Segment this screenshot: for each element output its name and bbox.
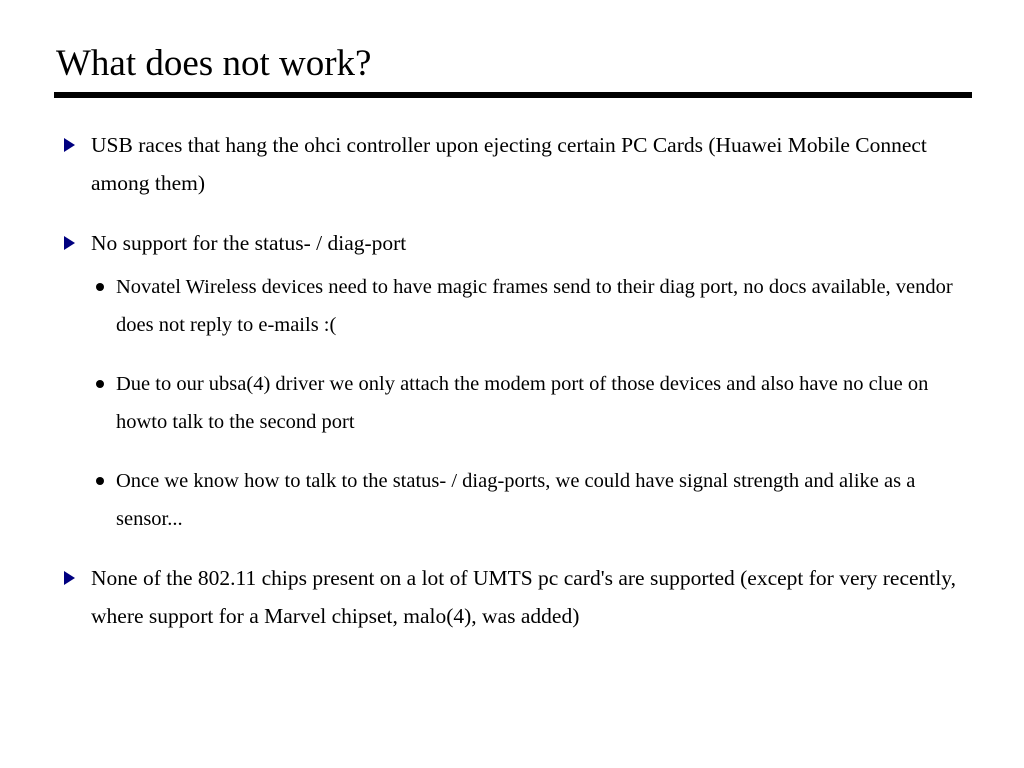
page-title: What does not work? [56, 43, 372, 84]
triangle-bullet-icon [64, 571, 75, 585]
list-item-text: Due to our ubsa(4) driver we only attach the modem port of those devices and also have no clue on howto talk to the second port [116, 373, 929, 433]
list-item-text: Novatel Wireless devices need to have magic frames send to their diag port, no docs available, vendor does not reply to e-mails :( [116, 276, 953, 336]
list-item [54, 462, 984, 538]
dot-bullet-icon [96, 283, 104, 291]
list-item-text: Once we know how to talk to the status- / diag-ports, we could have signal strength and alike as a sensor... [116, 470, 916, 530]
slide-body [54, 126, 984, 657]
list-item-text: None of the 802.11 chips present on a lot of UMTS pc card's are supported (except for very recently, where support for a Marvel chipset, malo(4), was added) [91, 566, 956, 628]
title-divider [54, 92, 972, 98]
triangle-bullet-icon [64, 236, 75, 250]
list-item-text: No support for the status- / diag-port [91, 231, 407, 255]
list-item [54, 126, 984, 202]
list-item [54, 365, 984, 441]
sub-list [54, 268, 984, 538]
list-item [54, 559, 984, 635]
dot-bullet-icon [96, 380, 104, 388]
triangle-bullet-icon [64, 138, 75, 152]
dot-bullet-icon [96, 477, 104, 485]
list-item [54, 268, 984, 344]
list-item-text: USB races that hang the ohci controller upon ejecting certain PC Cards (Huawei Mobile Connect among them) [91, 133, 927, 195]
list-item [54, 224, 984, 262]
